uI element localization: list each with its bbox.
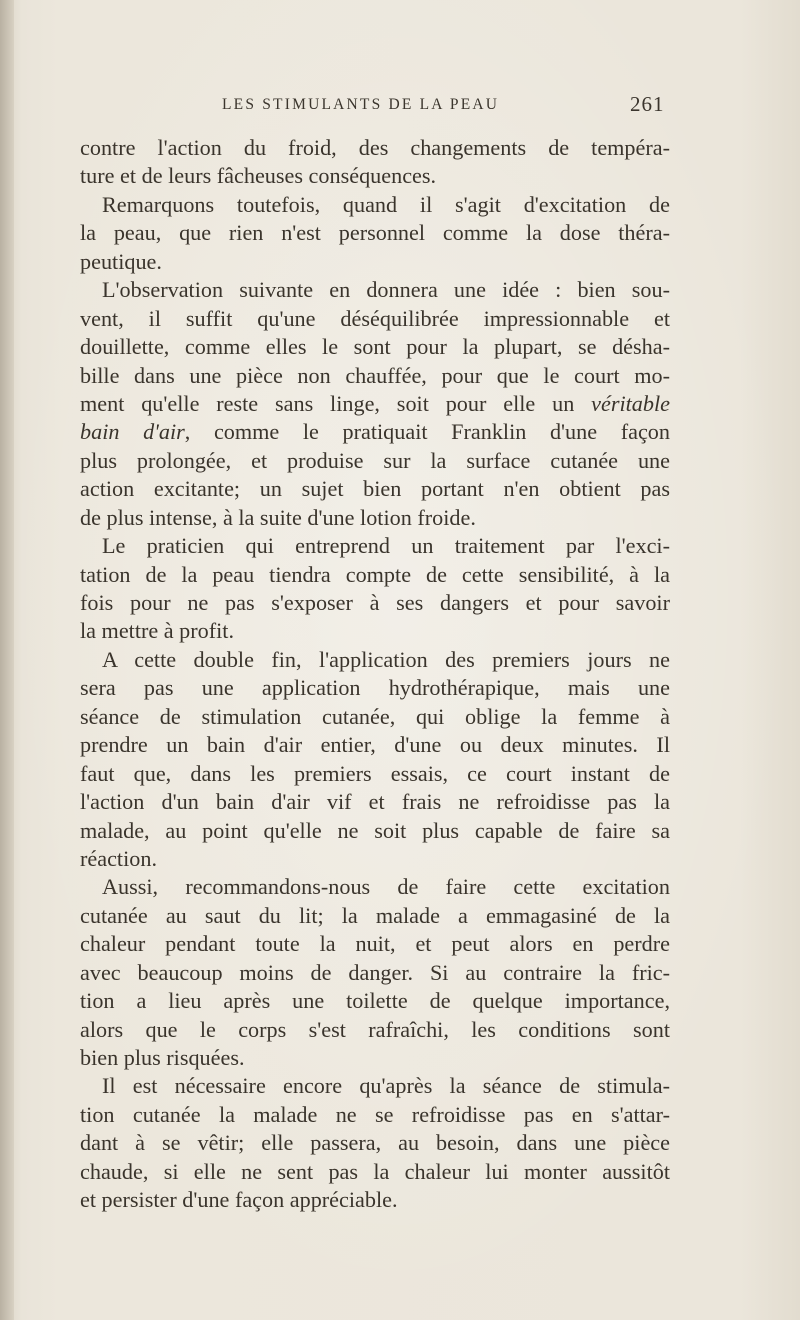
text-line: bille dans une pièce non chauffée, pour que le court mo- <box>80 362 670 388</box>
text-line: avec beaucoup moins de danger. Si au contraire la fric- <box>80 959 670 985</box>
text-line: cutanée au saut du lit; la malade a emmagasiné de la <box>80 902 670 928</box>
text-line-with-italic <box>80 390 670 418</box>
text-line: chaude, si elle ne sent pas la chaleur lui monter aussitôt <box>80 1158 670 1184</box>
text-line: prendre un bain d'air entier, d'une ou deux minutes. Il <box>80 732 670 758</box>
text-line: alors que le corps s'est rafraîchi, les conditions sont <box>80 1016 670 1042</box>
paragraph-start: Remarquons toutefois, quand il s'agit d'excitation de <box>102 191 670 217</box>
paragraph-start: Il est nécessaire encore qu'après la séance de stimula- <box>102 1073 670 1099</box>
text-line: l'action d'un bain d'air vif et frais ne refroidisse pas la <box>80 789 670 815</box>
text-line: fois pour ne pas s'exposer à ses dangers et pour savoir <box>80 590 670 615</box>
text-line: dant à se vêtir; elle passera, au besoin, dans une pièce <box>80 1130 670 1156</box>
italic-term: bain d'air <box>80 419 185 445</box>
text-line: douillette, comme elles le sont pour la plupart, se désha- <box>80 334 670 360</box>
text-line: tion cutanée la malade ne se refroidisse pas en s'attar- <box>80 1101 670 1127</box>
text-line: sera pas une application hydrothérapique, mais une <box>80 675 670 701</box>
text-line: action excitante; un sujet bien portant n'en obtient pas <box>80 476 670 502</box>
text-line: tation de la peau tiendra compte de cette sensibilité, à la <box>80 561 670 587</box>
text-line: séance de stimulation cutanée, qui oblige la femme à <box>80 703 670 729</box>
text-line: chaleur pendant toute la nuit, et peut alors en perdre <box>80 931 670 957</box>
text-line: ture et de leurs fâcheuses conséquences. <box>80 163 437 189</box>
body-text <box>80 134 670 1215</box>
text-line: contre l'action du froid, des changements de tempéra- <box>80 135 670 160</box>
running-head: LES STIMULANTS DE LA PEAU <box>222 96 500 113</box>
text-line: la peau, que rien n'est personnel comme la dose théra- <box>80 220 670 246</box>
text-line: peutique. <box>80 248 162 274</box>
text-line: tion a lieu après une toilette de quelque importance, <box>80 988 670 1014</box>
text-segment: ment qu'elle reste sans linge, soit pour elle un <box>80 390 592 416</box>
page-number: 261 <box>630 92 665 116</box>
text-line: de plus intense, à la suite d'une lotion froide. <box>80 504 476 530</box>
paragraph-start: A cette double fin, l'application des premiers jours ne <box>102 646 670 672</box>
text-line: bien plus risquées. <box>80 1045 245 1070</box>
paragraph-start: Le praticien qui entreprend un traitement par l'exci- <box>102 533 670 559</box>
text-line: plus prolongée, et produise sur la surface cutanée une <box>80 447 670 473</box>
text-line: et persister d'une façon appréciable. <box>80 1187 398 1213</box>
text-line: faut que, dans les premiers essais, ce court instant de <box>80 760 670 786</box>
text-line: réaction. <box>80 845 157 871</box>
text-line: malade, au point qu'elle ne soit plus capable de faire sa <box>80 817 670 843</box>
page-gutter <box>0 0 14 1320</box>
text-segment: , comme le pratiquait Franklin d'une façon <box>184 419 670 445</box>
italic-term: véritable <box>591 390 670 416</box>
text-line-with-italic <box>80 418 670 446</box>
text-line: vent, il suffit qu'une déséquilibrée impressionnable et <box>80 305 670 331</box>
paragraph-start: L'observation suivante en donnera une idée : bien sou- <box>102 277 670 303</box>
paragraph-start: Aussi, recommandons-nous de faire cette excitation <box>102 874 670 900</box>
page-header <box>0 92 800 122</box>
text-line: la mettre à profit. <box>80 618 235 644</box>
